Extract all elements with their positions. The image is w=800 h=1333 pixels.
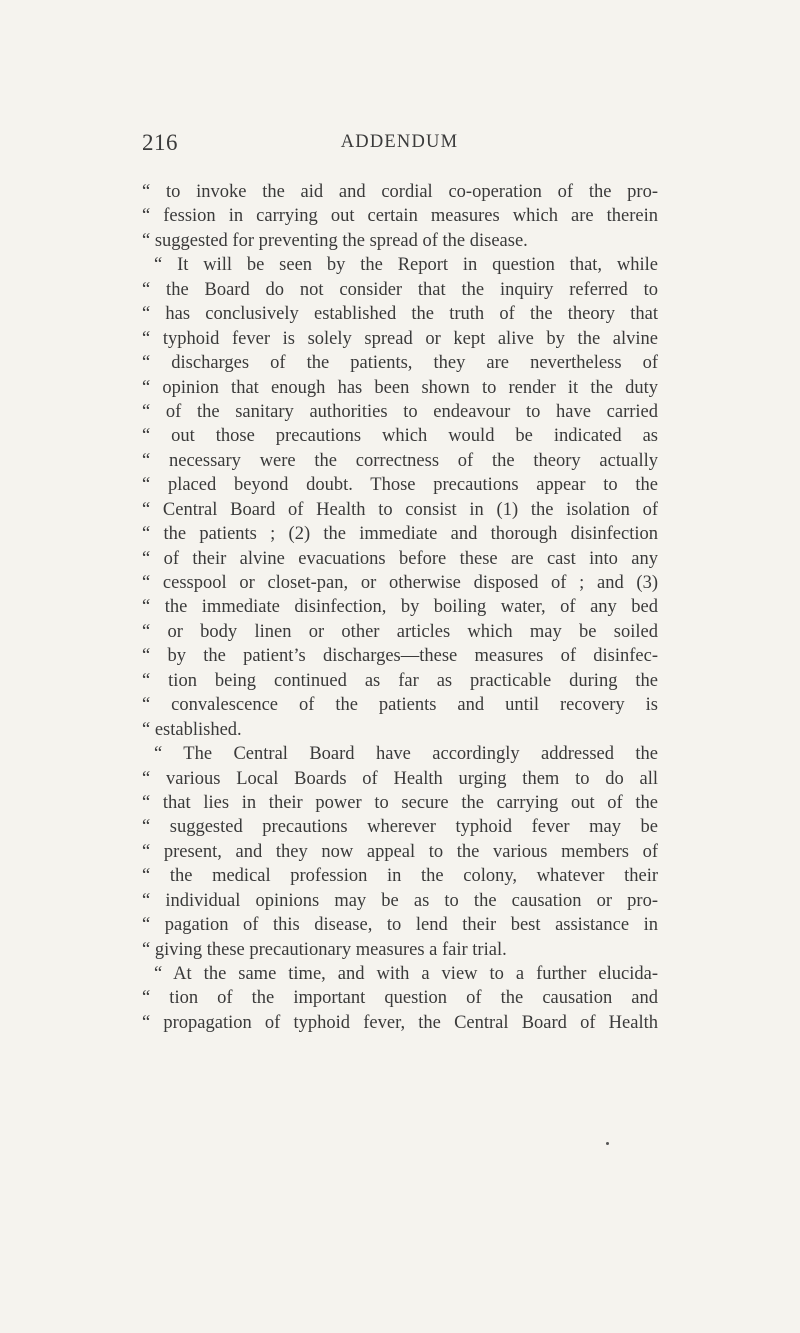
text-line: “ Central Board of Health to consist in (1) the isolation of <box>142 499 658 520</box>
text-line: “ convalescence of the patients and until recovery is <box>142 695 658 716</box>
text-line: “ the medical profession in the colony, whatever their <box>142 866 658 887</box>
page-header <box>142 130 657 160</box>
text-line: “ At the same time, and with a view to a further elucida- <box>154 964 658 984</box>
text-line: “ discharges of the patients, they are nevertheless of <box>142 353 658 374</box>
text-line: “ It will be seen by the Report in question that, while <box>154 255 658 276</box>
text-line: “ of the sanitary authorities to endeavour to have carried <box>142 401 658 422</box>
text-line: “ of their alvine evacuations before these are cast into any <box>142 548 658 569</box>
text-line: “ opinion that enough has been shown to render it the duty <box>142 377 658 398</box>
text-line: “ placed beyond doubt. Those precautions appear to the <box>142 475 658 496</box>
text-line: “ suggested precautions wherever typhoid fever may be <box>142 817 658 838</box>
text-line: “ suggested for preventing the spread of the disease. <box>142 230 528 251</box>
text-line: “ out those precautions which would be indicated as <box>142 426 658 447</box>
text-line: “ to invoke the aid and cordial co-operation of the pro- <box>142 182 658 202</box>
text-line: “ giving these precautionary measures a fair trial. <box>142 939 507 960</box>
text-line: “ pagation of this disease, to lend their best assistance in <box>142 915 658 936</box>
text-line: “ the Board do not consider that the inquiry referred to <box>142 279 658 300</box>
body-text <box>142 180 658 1035</box>
text-line: “ necessary were the correctness of the theory actually <box>142 450 658 471</box>
text-line: “ fession in carrying out certain measures which are therein <box>142 206 658 227</box>
text-line: “ The Central Board have accordingly addressed the <box>154 744 658 765</box>
running-head: ADDENDUM <box>340 132 459 152</box>
text-line: “ by the patient’s discharges—these measures of disinfec- <box>142 646 658 667</box>
text-line: “ tion of the important question of the causation and <box>142 988 658 1009</box>
text-line: “ various Local Boards of Health urging them to do all <box>142 768 658 789</box>
text-line: “ present, and they now appeal to the various members of <box>142 841 658 862</box>
text-line: “ individual opinions may be as to the causation or pro- <box>142 890 658 911</box>
text-line: “ has conclusively established the truth of the theory that <box>142 304 658 325</box>
text-line: “ the patients ; (2) the immediate and thorough disinfection <box>142 524 658 545</box>
text-line: “ or body linen or other articles which may be soiled <box>142 621 658 642</box>
text-line: “ cesspool or closet-pan, or otherwise disposed of ; and (3) <box>142 573 658 593</box>
text-line: “ that lies in their power to secure the carrying out of the <box>142 792 658 813</box>
text-line: “ typhoid fever is solely spread or kept alive by the alvine <box>142 328 658 349</box>
text-line: “ established. <box>142 719 242 740</box>
page-number: 216 <box>142 130 178 155</box>
text-line: “ tion being continued as far as practicable during the <box>142 670 658 691</box>
text-line: “ propagation of typhoid fever, the Central Board of Health <box>142 1012 658 1033</box>
text-line: “ the immediate disinfection, by boiling water, of any bed <box>142 597 658 618</box>
paper-speck <box>606 1142 609 1145</box>
